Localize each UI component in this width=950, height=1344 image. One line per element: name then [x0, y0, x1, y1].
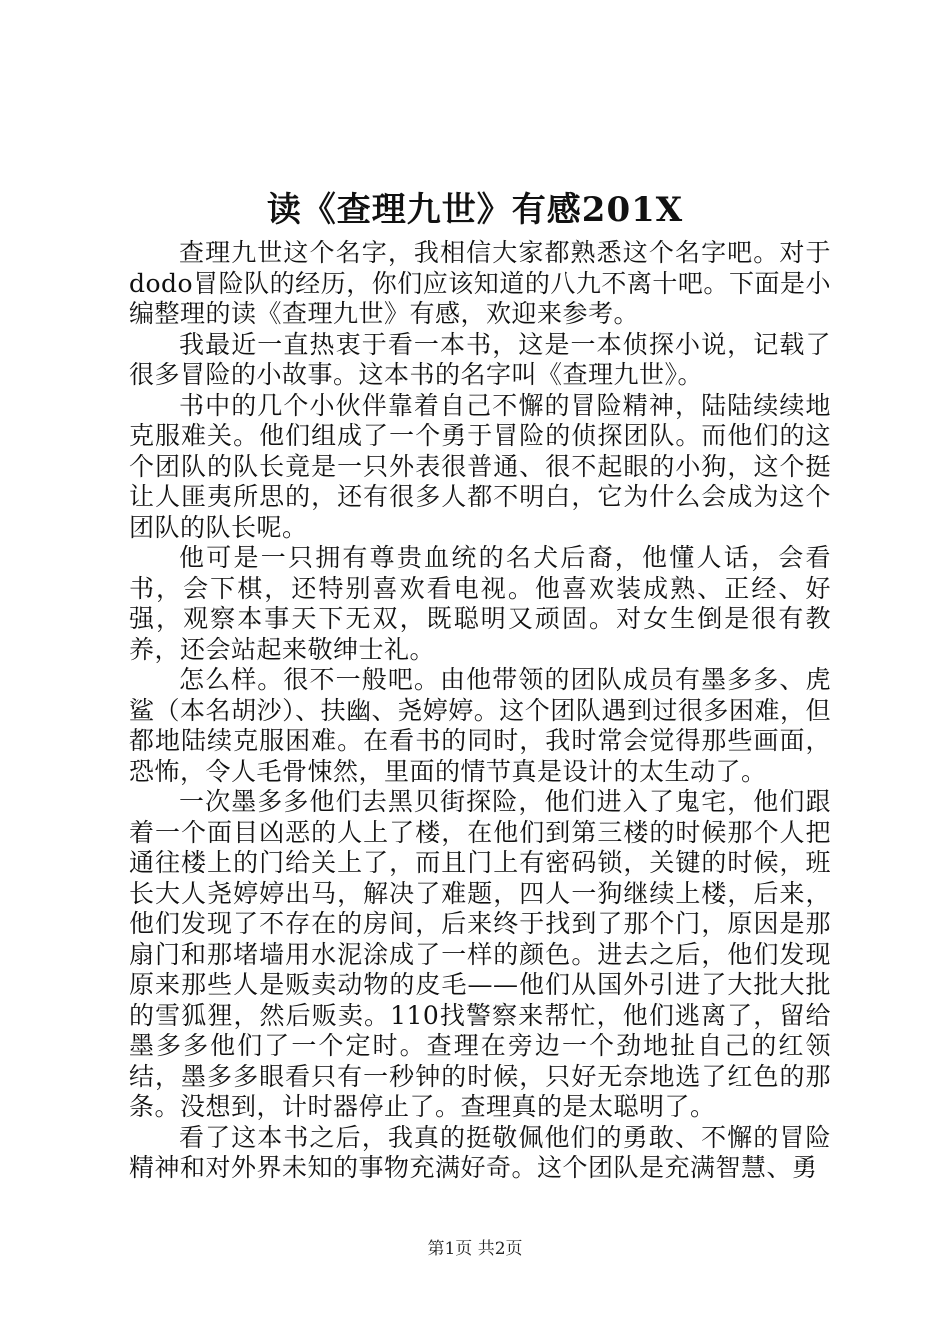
paragraph-7: 看了这本书之后，我真的挺敬佩他们的勇敢、不懈的冒险精神和对外界未知的事物充满好奇。这个团队是充满智慧、勇: [129, 1122, 831, 1182]
paragraph-2: 我最近一直热衷于看一本书，这是一本侦探小说，记载了很多冒险的小故事。这本书的名字叫《查理九世》。: [129, 329, 831, 389]
paragraph-1: 查理九世这个名字，我相信大家都熟悉这个名字吧。对于dodo冒险队的经历，你们应该知道的八九不离十吧。下面是小编整理的读《查理九世》有感，欢迎来参考。: [129, 238, 831, 328]
document-body: [129, 238, 831, 1184]
page-footer: 第1页 共2页: [427, 1239, 523, 1259]
paragraph-4: 他可是一只拥有尊贵血统的名犬后裔，他懂人话，会看书，会下棋，还特别喜欢看电视。他喜欢装成熟、正经、好强，观察本事天下无双，既聪明又顽固。对女生倒是很有教养，还会站起来敬绅士礼。: [129, 543, 831, 664]
paragraph-5: 怎么样。很不一般吧。由他带领的团队成员有墨多多、虎鲨（本名胡沙）、扶幽、尧婷婷。这个团队遇到过很多困难，但都地陆续克服困难。在看书的同时，我时常会觉得那些画面，恐怖，令人毛骨悚然，里面的情节真是设计的太生动了。: [129, 665, 831, 786]
paragraph-6: 一次墨多多他们去黑贝街探险，他们进入了鬼宅，他们跟着一个面目凶恶的人上了楼，在他们到第三楼的时候那个人把通往楼上的门给关上了，而且门上有密码锁，关键的时候，班长大人尧婷婷出马，解决了难题，四人一狗继续上楼，后来，他们发现了不存在的房间，后来终于找到了那个门，原因是那扇门和那堵墙用水泥涂成了一样的颜色。进去之后，他们发现原来那些人是贩卖动物的皮毛——他们从国外引进了大批大批的雪狐狸，然后贩卖。110找警察来帮忙，他们逃离了，留给墨多多他们了一个定时。查理在旁边一个劲地扯自己的红领结，墨多多眼看只有一秒钟的时候，只好无奈地选了红色的那条。没想到，计时器停止了。查理真的是太聪明了。: [129, 787, 831, 1121]
paragraph-3: 书中的几个小伙伴靠着自己不懈的冒险精神，陆陆续续地克服难关。他们组成了一个勇于冒险的侦探团队。而他们的这个团队的队长竟是一只外表很普通、很不起眼的小狗，这个挺让人匪夷所思的，还有很多人都不明白，它为什么会成为这个团队的队长呢。: [129, 390, 831, 542]
document-title: 读《查理九世》有感201X: [266, 190, 684, 230]
